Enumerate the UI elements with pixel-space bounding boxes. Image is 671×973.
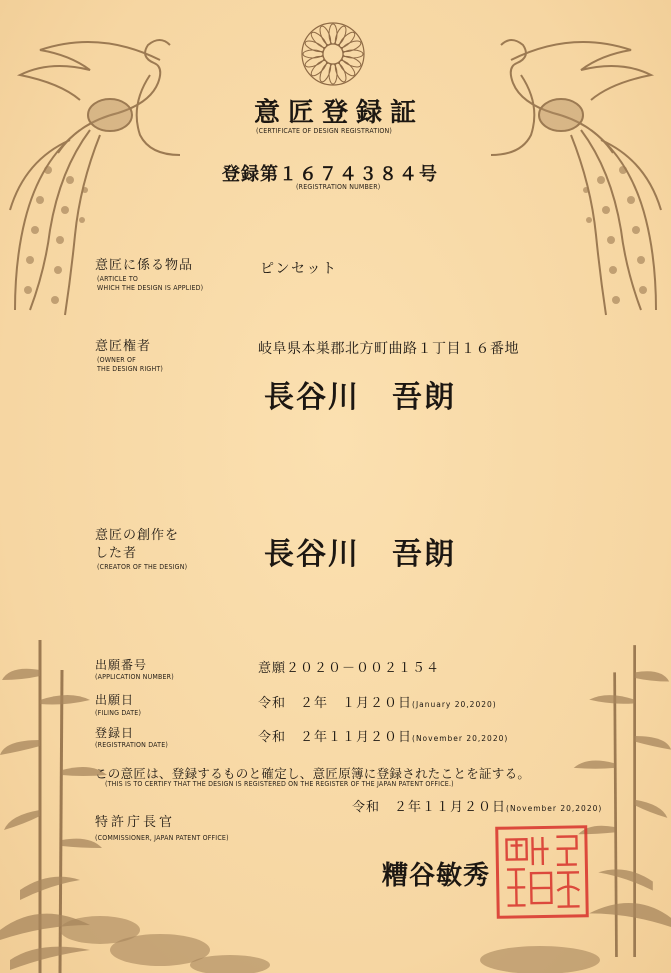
right-phoenix-ornament-icon (441, 20, 671, 340)
certify-date-en: (November 20,2020) (506, 804, 603, 813)
filing-value: 令和 ２年 １月２０日 (258, 696, 413, 711)
filing-label: 出願日 (95, 693, 135, 707)
chrysanthemum-crest-icon (299, 20, 367, 88)
chrysanthemum-petal (337, 58, 357, 78)
commissioner-label: 特許庁長官 (95, 815, 176, 830)
certify-date: 令和 ２年１１月２０日 (352, 800, 507, 815)
registration-date-value-line (258, 726, 508, 745)
registration-date-value-en: (November 20,2020) (412, 734, 509, 743)
commissioner-label-en: (COMMISSIONER, JAPAN PATENT OFFICE) (95, 834, 229, 842)
article-label-en-2: WHICH THE DESIGN IS APPLIED) (97, 284, 204, 292)
certificate-title: 意匠登録証 (254, 98, 425, 128)
article-label: 意匠に係る物品 (95, 258, 194, 273)
owner-label-en-1: (OWNER OF (97, 356, 136, 364)
owner-name: 長谷川 吾朗 (264, 380, 456, 415)
creator-label-1: 意匠の創作を (95, 528, 180, 543)
registration-number: １６７４３８４ (279, 164, 419, 185)
owner-label-en-2: THE DESIGN RIGHT) (97, 365, 164, 373)
creator-label-2: した者 (95, 546, 138, 561)
certificate-title-en: (CERTIFICATE OF DESIGN REGISTRATION) (256, 127, 393, 135)
commissioner-signature: 糟谷敏秀 (382, 861, 491, 891)
registration-date-value: 令和 ２年１１月２０日 (258, 730, 413, 745)
certify-text: この意匠は、登録するものと確定し、意匠原簿に登録されたことを証する。 (95, 766, 531, 781)
application-value: 意願２０２０－００２１５４ (258, 661, 441, 676)
registration-date-label-en: (REGISTRATION DATE) (95, 741, 168, 749)
article-label-en-1: (ARTICLE TO (97, 275, 139, 283)
chrysanthemum-petal (309, 30, 329, 50)
registration-label-post: 号 (419, 164, 438, 185)
registration-label-pre: 登録第 (222, 164, 279, 185)
article-value: ピンセット (260, 261, 338, 277)
filing-label-en: (FILING DATE) (95, 709, 142, 717)
owner-address: 岐阜県本巣郡北方町曲路１丁目１６番地 (258, 341, 519, 357)
chrysanthemum-petal (309, 58, 329, 78)
filing-value-en: (January 20,2020) (412, 700, 497, 709)
certify-date-line (352, 796, 602, 815)
filing-value-line (258, 692, 497, 711)
certify-text-en: (THIS IS TO CERTIFY THAT THE DESIGN IS REGISTERED ON THE REGISTER OF THE JAPAN PATENT OFFICE.) (105, 780, 454, 788)
seal-pattern-icon (498, 828, 585, 915)
owner-label: 意匠権者 (95, 339, 152, 354)
creator-label-en: (CREATOR OF THE DESIGN) (97, 563, 188, 571)
registration-date-label: 登録日 (95, 726, 135, 740)
application-label-en: (APPLICATION NUMBER) (95, 673, 174, 681)
creator-name: 長谷川 吾朗 (264, 537, 456, 572)
registration-number-en: (REGISTRATION NUMBER) (296, 183, 381, 191)
application-label: 出願番号 (95, 658, 148, 672)
official-seal (495, 825, 589, 919)
chrysanthemum-petal (337, 30, 357, 50)
